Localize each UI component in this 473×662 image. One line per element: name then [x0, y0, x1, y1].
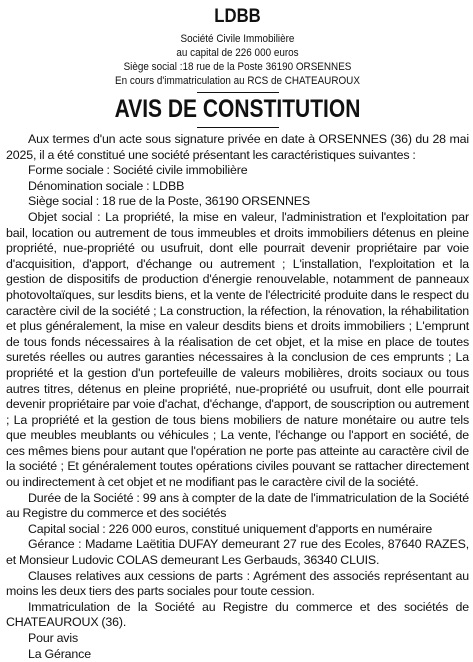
registered-office: Siège social : 18 rue de la Poste, 36190 ORSENNES [28, 194, 310, 209]
corporate-purpose: Objet social : La propriété, la mise en valeur, l'administration et l'exploitation par bail, location ou autrement de tous immeubles et droits immobiliers détenus en pleine propriété, nue-propriété ou usufruit, dont elle pourrait devenir propriétaire par voie d'acquisition, d'apport, d'échange ou autrement ; L'installation, l'exploitation et la gestion de dispositifs de production d'énergie renouvelable, notamment de panneaux photovoltaïques, sur lesdits biens, et la vente de l'électricité produite dans le respect du caractère civil de la société ; La construction, la réfection, la rénovation, la réhabilitation et plus généralement, la mise en valeur desdits biens et droits immobiliers ; L'emprunt de tous fonds nécessaires à la réalisation de cet objet, et la mise en place de toutes suretés réelles ou autres garanties nécessaires à la conclusion de ces emprunts ; La propriété et la gestion d'un portefeuille de valeurs mobilières, droits sociaux ou tous autres titres, détenus en pleine propriété, nue-propriété ou usufruit, dont elle pourrait devenir propriétaire par voie d'achat, d'échange, d'apport, de souscription ou autrement ; La propriété et la gestion de tous biens mobiliers de nature monétaire ou autre tels que meubles meublants ou véhicules ; La vente, l'échange ou l'apport en société, de ces mêmes biens pour autant que l'opération ne porte pas atteinte au caractère civil de la société ; Et généralement toutes opérations civiles pouvant se rattacher directement ou indirectement à cet objet et ne modifiant pas le caractère civil de la société. [6, 209, 469, 490]
company-name: LDBB [214, 6, 261, 27]
company-registration: En cours d'immatriculation au RCS de CHATEAUROUX [115, 75, 360, 87]
signatory: La Gérance [28, 646, 91, 661]
notice-title: AVIS DE CONSTITUTION [114, 95, 361, 123]
company-capital: au capital de 226 000 euros [176, 47, 299, 59]
header-divider [197, 92, 279, 93]
title-divider [197, 127, 279, 128]
company-form: Société Civile Immobilière [180, 33, 295, 45]
intro-paragraph: Aux termes d'un acte sous signature privée en date à ORSENNES (36) du 28 mai 2025, il a été constitué une société présentant les caractéristiques suivantes : [6, 132, 469, 162]
management: Gérance : Madame Laëtitia DUFAY demeurant 27 rue des Ecoles, 87640 RAZES, et Monsieur Ludovic COLAS demeurant Les Gerbauds, 36340 CLUIS. [6, 537, 469, 568]
company-duration: Durée de la Société : 99 ans à compter de la date de l'immatriculation de la Société au Registre du commerce et des sociétés [6, 490, 469, 521]
share-transfer-clauses: Clauses relatives aux cessions de parts : Agrément des associés représentant au moins les deux tiers des parts sociales pour toute cession. [6, 568, 469, 599]
registration: Immatriculation de la Société au Registre du commerce et des sociétés de CHATEAUROUX (36). [6, 599, 469, 630]
for-notice: Pour avis [28, 631, 78, 645]
legal-form: Forme sociale : Société civile immobilière [28, 163, 248, 178]
share-capital: Capital social : 226 000 euros, constitué uniquement d'apports en numéraire [28, 521, 433, 536]
notice-body [6, 132, 469, 662]
company-address: Siège social :18 rue de la Poste 36190 ORSENNES [123, 61, 352, 73]
company-denomination: Dénomination sociale : LDBB [28, 178, 185, 193]
